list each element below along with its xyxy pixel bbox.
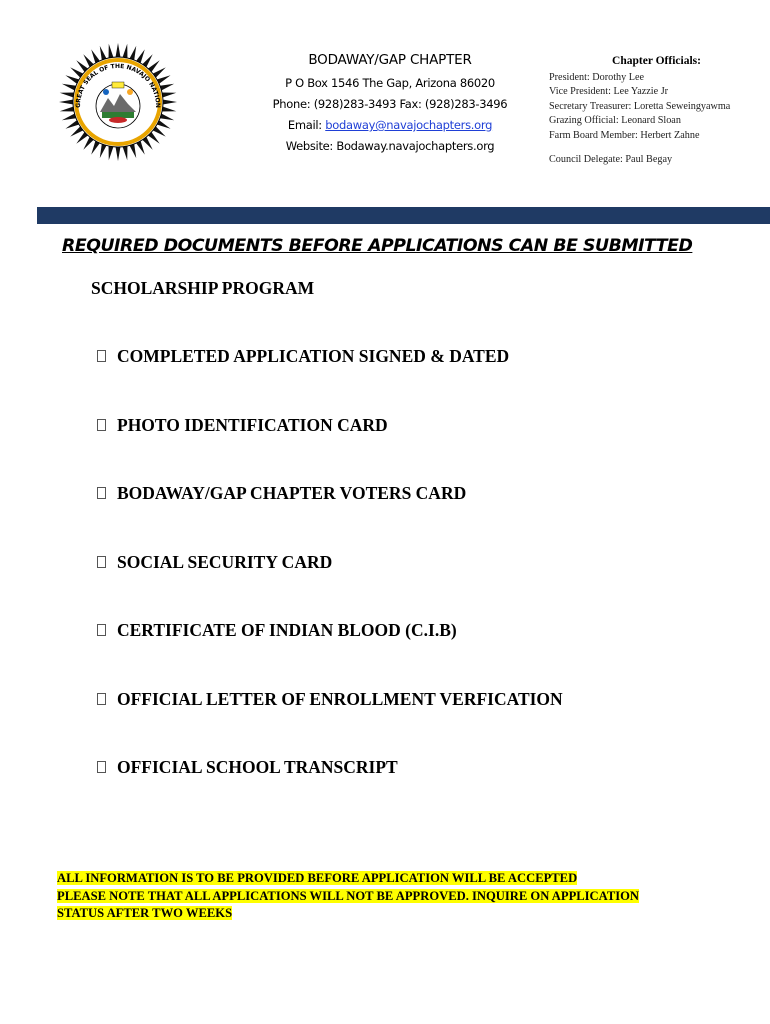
requirement-text: SOCIAL SECURITY CARD bbox=[117, 551, 333, 572]
notice-line: PLEASE NOTE THAT ALL APPLICATIONS WILL NOT BE APPROVED. INQUIRE ON APPLICATION bbox=[57, 888, 640, 903]
notice-block bbox=[57, 870, 639, 923]
checkbox-icon[interactable] bbox=[97, 761, 106, 773]
checkbox-icon[interactable] bbox=[97, 556, 106, 568]
feather-mark bbox=[60, 93, 75, 98]
requirement-text: CERTIFICATE OF INDIAN BLOOD (C.I.B) bbox=[117, 620, 457, 640]
official-farm-board: Farm Board Member: Herbert Zahne bbox=[549, 129, 700, 141]
list-item bbox=[97, 757, 563, 826]
checkbox-icon[interactable] bbox=[97, 419, 106, 431]
chapter-address: P O Box 1546 The Gap, Arizona 86020 bbox=[285, 76, 495, 90]
email-label: Email: bbox=[287, 118, 326, 132]
program-title: SCHOLARSHIP PROGRAM bbox=[91, 278, 315, 298]
header-divider-band bbox=[37, 207, 770, 224]
feather-mark bbox=[109, 145, 114, 160]
notice-line: STATUS AFTER TWO WEEKS bbox=[57, 906, 233, 920]
checkbox-icon[interactable] bbox=[97, 624, 106, 636]
official-vice-president: Vice President: Lee Yazzie Jr bbox=[549, 86, 669, 97]
feather-mark bbox=[162, 99, 177, 104]
feather-mark bbox=[115, 146, 120, 161]
feather-mark bbox=[161, 93, 176, 98]
list-item bbox=[97, 552, 563, 621]
list-item bbox=[97, 415, 563, 484]
chapter-officials bbox=[549, 54, 764, 168]
email-link[interactable]: bodaway@navajochapters.org bbox=[325, 118, 493, 132]
checkbox-icon[interactable] bbox=[97, 487, 106, 499]
feather-mark bbox=[109, 44, 114, 59]
checkbox-icon[interactable] bbox=[97, 693, 106, 705]
official-president: President: Dorothy Lee bbox=[549, 71, 645, 83]
document-heading: REQUIRED DOCUMENTS BEFORE APPLICATIONS CAN BE SUBMITTED bbox=[62, 236, 693, 256]
feather-mark bbox=[161, 106, 176, 111]
requirement-text: PHOTO IDENTIFICATION CARD bbox=[117, 414, 388, 435]
notice-line: ALL INFORMATION IS TO BE PROVIDED BEFORE APPLICATION WILL BE ACCEPTED bbox=[57, 871, 578, 885]
chapter-email bbox=[250, 118, 530, 132]
official-secretary-treasurer: Secretary Treasurer: Loretta Seweingyawma bbox=[549, 100, 731, 112]
requirement-text: BODAWAY/GAP CHAPTER VOTERS CARD bbox=[117, 483, 467, 503]
list-item bbox=[97, 620, 563, 689]
navajo-nation-seal-logo bbox=[58, 42, 178, 162]
official-council-delegate: Council Delegate: Paul Begay bbox=[549, 154, 673, 165]
chapter-phone-fax: Phone: (928)283-3493 Fax: (928)283-3496 bbox=[272, 97, 508, 111]
list-item bbox=[97, 346, 563, 415]
official-grazing: Grazing Official: Leonard Sloan bbox=[549, 115, 681, 126]
feather-mark bbox=[60, 106, 75, 111]
feather-mark bbox=[122, 44, 127, 59]
chapter-name: BODAWAY/GAP CHAPTER bbox=[308, 52, 472, 68]
feather-mark bbox=[115, 43, 120, 58]
checkbox-icon[interactable] bbox=[97, 350, 106, 362]
chapter-header bbox=[250, 52, 530, 160]
seal-text: GREAT SEAL OF THE NAVAJO NATION bbox=[74, 62, 162, 108]
feather-mark bbox=[59, 99, 74, 104]
list-item bbox=[97, 483, 563, 552]
requirement-text: COMPLETED APPLICATION SIGNED & DATED bbox=[117, 346, 510, 366]
requirements-list bbox=[97, 346, 563, 826]
requirement-text: OFFICIAL LETTER OF ENROLLMENT VERFICATION bbox=[117, 688, 563, 709]
chapter-website: Website: Bodaway.navajochapters.org bbox=[285, 139, 495, 153]
feather-mark bbox=[122, 145, 127, 160]
officials-title: Chapter Officials: bbox=[612, 55, 701, 67]
requirement-text: OFFICIAL SCHOOL TRANSCRIPT bbox=[117, 757, 398, 777]
list-item bbox=[97, 689, 563, 758]
